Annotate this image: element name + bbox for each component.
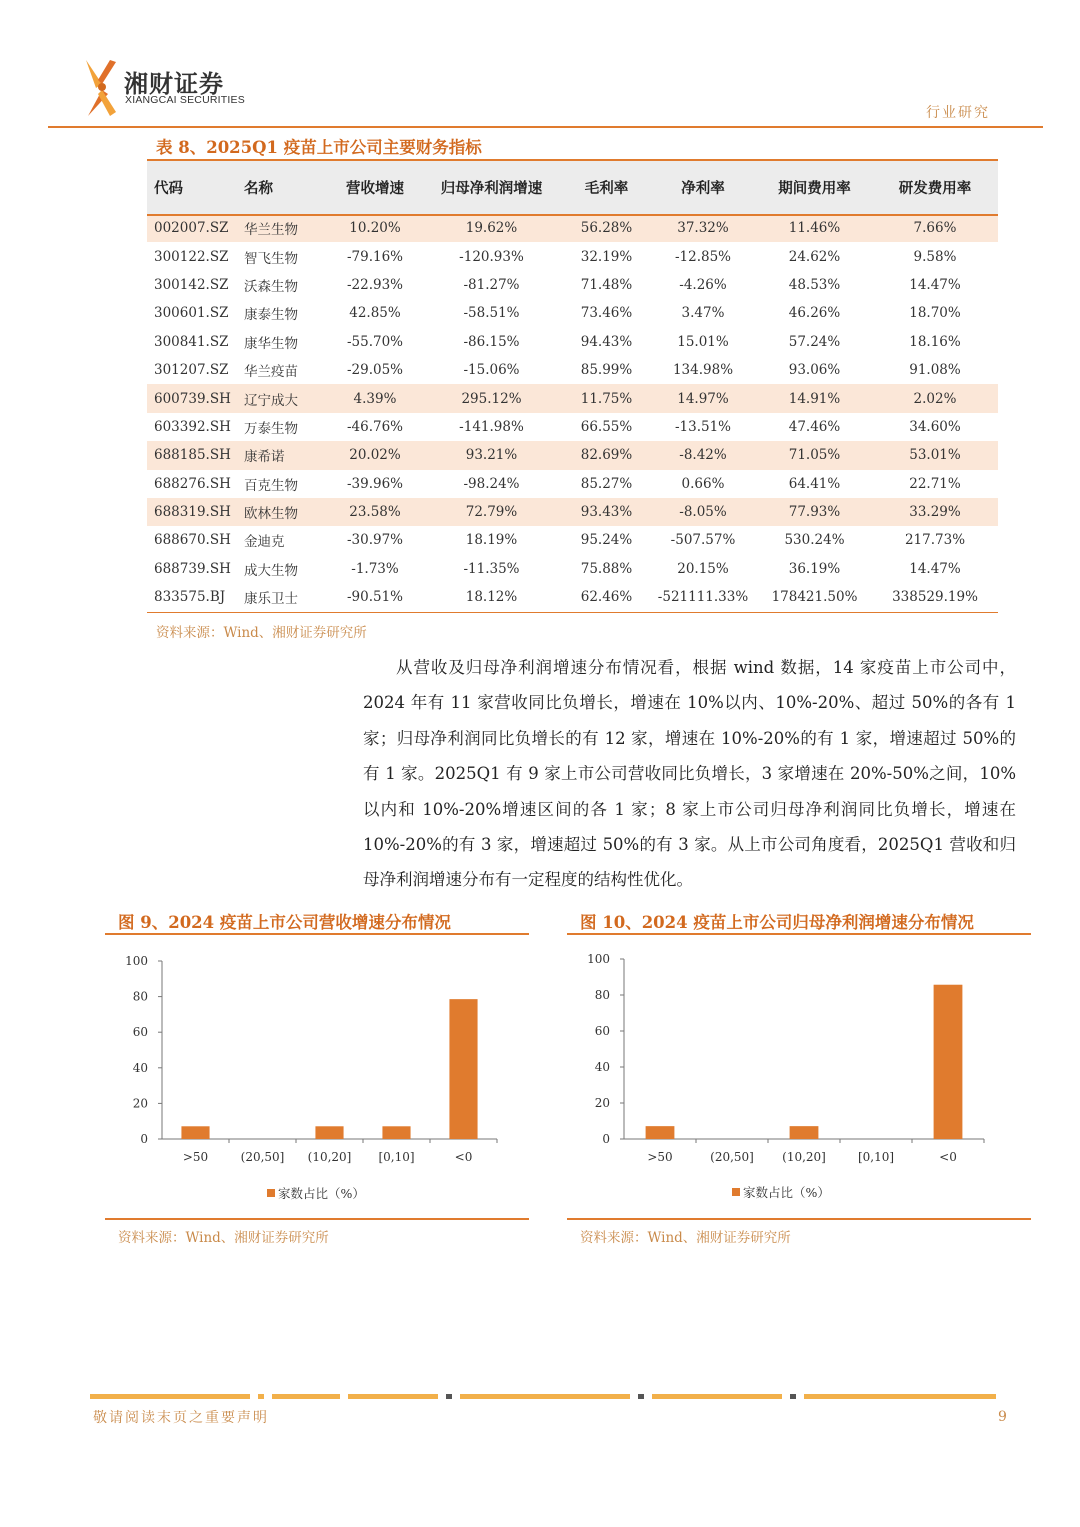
table-row: [147, 328, 998, 356]
table-cell: -86.15%: [463, 333, 520, 350]
column-header: 名称: [244, 180, 273, 197]
y-tick-label: 20: [594, 1096, 610, 1110]
table-header-row: [147, 161, 998, 214]
table-cell: -13.51%: [674, 418, 732, 435]
table-cell: 93.43%: [564, 498, 649, 526]
bar: [646, 1126, 675, 1139]
table-cell: -30.97%: [346, 532, 404, 549]
table-cell: 688276.SH: [154, 475, 231, 492]
table-row: [147, 526, 998, 554]
table-cell: 19.62%: [419, 214, 564, 242]
table-cell: 康华生物: [244, 335, 298, 352]
bar: [315, 1126, 343, 1139]
table-cell: 24.62%: [788, 248, 841, 265]
x-tick-label: >50: [182, 1150, 209, 1164]
table-cell: 48.53%: [788, 276, 841, 293]
table-row: [147, 470, 998, 498]
table-cell: 20.15%: [677, 560, 729, 577]
table-row: [147, 384, 998, 412]
table-cell: 600739.SH: [147, 384, 241, 412]
table-cell: -141.98%: [459, 418, 524, 435]
table-cell: 18.12%: [465, 589, 518, 606]
table-cell: -15.06%: [463, 362, 520, 379]
y-tick-label: 80: [594, 988, 610, 1002]
table-cell: 18.16%: [909, 333, 961, 350]
table-row: [147, 555, 998, 583]
table-row: [147, 413, 998, 441]
bar: [790, 1126, 819, 1139]
figure-10-bar-chart: [567, 945, 1031, 1210]
table-cell: 301207.SZ: [154, 362, 229, 379]
column-header: 归母净利润增速: [440, 180, 543, 197]
table-cell: 93.21%: [419, 441, 564, 469]
table-body: [147, 214, 998, 611]
table-cell: 34.60%: [909, 418, 961, 435]
y-tick-label: 40: [132, 1060, 148, 1075]
financial-indicators-table: [147, 161, 998, 611]
table-cell: 金迪克: [244, 534, 285, 551]
table-cell: 14.47%: [909, 560, 961, 577]
table-cell: 64.41%: [788, 475, 841, 492]
x-tick-label: <0: [939, 1150, 957, 1164]
figure-9-top-rule: [105, 933, 529, 935]
table-cell: 47.46%: [788, 418, 841, 435]
table-row: [147, 299, 998, 327]
legend-label: 家数占比（%）: [743, 1185, 830, 1200]
table-cell: 688670.SH: [154, 532, 231, 549]
table-cell: 338529.19%: [892, 589, 978, 606]
bar: [934, 985, 963, 1139]
table-cell: 11.75%: [564, 384, 649, 412]
table-cell: 300122.SZ: [154, 248, 229, 265]
table-cell: 91.08%: [909, 362, 961, 379]
table-cell: 94.43%: [580, 333, 633, 350]
table-cell: 603392.SH: [154, 418, 231, 435]
table-cell: 康乐卫士: [244, 591, 298, 608]
table-row: [147, 271, 998, 299]
table-cell: 37.32%: [649, 214, 757, 242]
bar: [449, 999, 477, 1139]
bar: [382, 1126, 410, 1139]
table-cell: 56.28%: [564, 214, 649, 242]
footer-disclaimer-notice: 敬请阅读末页之重要声明: [93, 1410, 269, 1426]
table-cell: -22.93%: [346, 276, 404, 293]
table-cell: 62.46%: [580, 589, 633, 606]
table-cell: 18.70%: [909, 305, 961, 322]
table-cell: -4.26%: [679, 276, 727, 293]
table-cell: -12.85%: [674, 248, 732, 265]
table-cell: 22.71%: [909, 475, 961, 492]
header-divider: [48, 126, 1043, 128]
table-cell: 32.19%: [580, 248, 633, 265]
table-cell: 成大生物: [244, 562, 298, 579]
table-cell: 4.39%: [331, 384, 419, 412]
table-cell: 833575.BJ: [154, 589, 226, 606]
analysis-paragraph: 从营收及归母净利润增速分布情况看，根据 wind 数据，14 家疫苗上市公司中，2024 年有 11 家营收同比负增长，增速在 10%以内、10%-20%、超过 50%的各有 1 家；归母净利润同比负增长的有 12 家，增速在 10%-20%的有 1 家，增速超过 50%的有 1 家。2025Q1 有 9 家上市公司营收同比负增长，3 家增速在 20%-50%之间，10%以内和 10%-20%增速区间的各 1 家；8 家上市公司归母净利润同比负增长，增速在 10%-20%的有 3 家，增速超过 50%的有 3 家。从上市公司角度看，2025Q1 营收和归母净利润增速分布有一定程度的结构性优化。: [363, 658, 1016, 890]
figure-10-top-rule: [567, 933, 1031, 935]
table-row: [147, 242, 998, 270]
table-cell: -79.16%: [346, 248, 404, 265]
table-cell: 75.88%: [580, 560, 633, 577]
table-cell: -46.76%: [346, 418, 404, 435]
table-cell: 23.58%: [331, 498, 419, 526]
table-cell: 33.29%: [872, 498, 998, 526]
table-row: [147, 583, 998, 611]
figure-9-bar-chart: [105, 945, 529, 1210]
table-row: [147, 356, 998, 384]
table-cell: -55.70%: [346, 333, 404, 350]
x-tick-label: [0,10]: [378, 1150, 415, 1164]
table-cell: 18.19%: [465, 532, 518, 549]
table-cell: 688739.SH: [154, 560, 231, 577]
table-cell: 530.24%: [784, 532, 845, 549]
table-cell: 77.93%: [757, 498, 872, 526]
table-cell: 85.27%: [580, 475, 633, 492]
column-header: 代码: [154, 180, 183, 197]
x-tick-label: >50: [647, 1150, 673, 1164]
table-cell: 万泰生物: [244, 420, 298, 437]
table-cell: -507.57%: [670, 532, 736, 549]
table-cell: -39.96%: [346, 475, 404, 492]
y-tick-label: 40: [594, 1060, 610, 1074]
figure-9-bottom-rule: [105, 1218, 529, 1220]
table-cell: 178421.50%: [771, 589, 858, 606]
table-cell: 2.02%: [872, 384, 998, 412]
y-tick-label: 60: [132, 1025, 148, 1040]
table-cell: 3.47%: [681, 305, 725, 322]
table-cell: 14.97%: [649, 384, 757, 412]
y-tick-label: 0: [140, 1132, 148, 1146]
table-cell: -1.73%: [351, 560, 399, 577]
table-cell: 688319.SH: [147, 498, 241, 526]
table-cell: -58.51%: [463, 305, 520, 322]
table-cell: -81.27%: [463, 276, 520, 293]
x-tick-label: <0: [454, 1150, 473, 1164]
table-cell: 134.98%: [672, 362, 734, 379]
table-cell: 300142.SZ: [154, 276, 229, 293]
table-cell: 智飞生物: [244, 250, 298, 267]
table-cell: 欧林生物: [241, 498, 331, 526]
table-source-note: 资料来源：Wind、湘财证券研究所: [156, 625, 367, 641]
x-tick-label: [0,10]: [857, 1150, 895, 1164]
page-number: 9: [998, 1409, 1007, 1425]
legend-swatch: [267, 1189, 275, 1197]
table-cell: 002007.SZ: [147, 214, 241, 242]
table-cell: -29.05%: [346, 362, 404, 379]
table-cell: 14.91%: [757, 384, 872, 412]
logo-text-en: XIANGCAI SECURITIES: [125, 94, 245, 106]
y-tick-label: 0: [602, 1132, 610, 1146]
table-cell: 95.24%: [580, 532, 633, 549]
table-title: 表 8、2025Q1 疫苗上市公司主要财务指标: [156, 138, 482, 157]
column-header: 毛利率: [584, 180, 629, 197]
table-cell: 20.02%: [331, 441, 419, 469]
table-cell: 华兰生物: [241, 214, 331, 242]
table-cell: -11.35%: [463, 560, 520, 577]
table-cell: 康泰生物: [244, 307, 298, 324]
table-cell: 15.01%: [677, 333, 729, 350]
table-cell: -8.42%: [649, 441, 757, 469]
table-cell: 85.99%: [580, 362, 633, 379]
table-cell: 53.01%: [872, 441, 998, 469]
table-cell: 295.12%: [419, 384, 564, 412]
figure-10-bottom-rule: [567, 1218, 1031, 1220]
table-cell: 康希诺: [241, 441, 331, 469]
table-cell: 688185.SH: [147, 441, 241, 469]
table-cell: -98.24%: [463, 475, 520, 492]
table-cell: 14.47%: [909, 276, 961, 293]
table-cell: 华兰疫苗: [244, 364, 298, 381]
y-tick-label: 20: [132, 1096, 148, 1111]
column-header: 期间费用率: [778, 180, 851, 197]
figure-10-title: 图 10、2024 疫苗上市公司归母净利润增速分布情况: [580, 913, 974, 932]
x-tick-label: (10,20]: [307, 1150, 352, 1164]
table-cell: 11.46%: [757, 214, 872, 242]
table-cell: 辽宁成大: [241, 384, 331, 412]
table-cell: 71.48%: [580, 276, 633, 293]
logo-mark-icon: [84, 58, 118, 118]
table-header-rule: [147, 214, 998, 216]
table-cell: 9.58%: [913, 248, 957, 265]
figure-9-title: 图 9、2024 疫苗上市公司营收增速分布情况: [118, 913, 451, 932]
y-tick-label: 100: [125, 954, 148, 968]
table-cell: 82.69%: [564, 441, 649, 469]
figure-10-source-note: 资料来源：Wind、湘财证券研究所: [580, 1230, 791, 1246]
table-cell: -120.93%: [459, 248, 524, 265]
table-cell: 300601.SZ: [154, 305, 229, 322]
company-logo: [84, 58, 245, 118]
table-row: [147, 498, 998, 526]
table-cell: 10.20%: [331, 214, 419, 242]
table-cell: 71.05%: [757, 441, 872, 469]
table-cell: 沃森生物: [244, 278, 298, 295]
table-cell: -8.05%: [649, 498, 757, 526]
table-cell: 36.19%: [788, 560, 841, 577]
x-tick-label: (20,50]: [240, 1150, 285, 1164]
column-header: 研发费用率: [898, 180, 972, 197]
table-cell: 42.85%: [349, 305, 401, 322]
x-tick-label: (20,50]: [710, 1150, 754, 1164]
table-cell: 66.55%: [580, 418, 633, 435]
table-cell: 72.79%: [419, 498, 564, 526]
column-header: 营收增速: [346, 180, 404, 197]
table-row: [147, 214, 998, 242]
table-cell: 0.66%: [681, 475, 725, 492]
table-cell: 93.06%: [788, 362, 841, 379]
bar: [181, 1126, 209, 1139]
figure-9-source-note: 资料来源：Wind、湘财证券研究所: [118, 1230, 329, 1246]
y-tick-label: 60: [594, 1024, 610, 1038]
logo-text-cn: 湘财证券: [124, 70, 224, 98]
table-cell: 217.73%: [904, 532, 966, 549]
table-cell: -521111.33%: [657, 589, 749, 606]
table-bottom-rule: [147, 612, 998, 613]
table-cell: 46.26%: [788, 305, 841, 322]
footer-dashed-rule: [90, 1394, 996, 1400]
legend-swatch: [732, 1188, 740, 1196]
y-tick-label: 100: [587, 952, 610, 966]
table-cell: 300841.SZ: [154, 333, 229, 350]
table-cell: 7.66%: [872, 214, 998, 242]
table-row: [147, 441, 998, 469]
report-category: 行业研究: [926, 105, 990, 121]
legend-label: 家数占比（%）: [278, 1186, 365, 1201]
column-header: 净利率: [681, 180, 725, 197]
x-tick-label: (10,20]: [782, 1150, 826, 1164]
table-cell: -90.51%: [346, 589, 404, 606]
table-cell: 百克生物: [244, 477, 298, 494]
table-cell: 57.24%: [788, 333, 841, 350]
y-tick-label: 80: [132, 989, 148, 1004]
table-cell: 73.46%: [580, 305, 633, 322]
